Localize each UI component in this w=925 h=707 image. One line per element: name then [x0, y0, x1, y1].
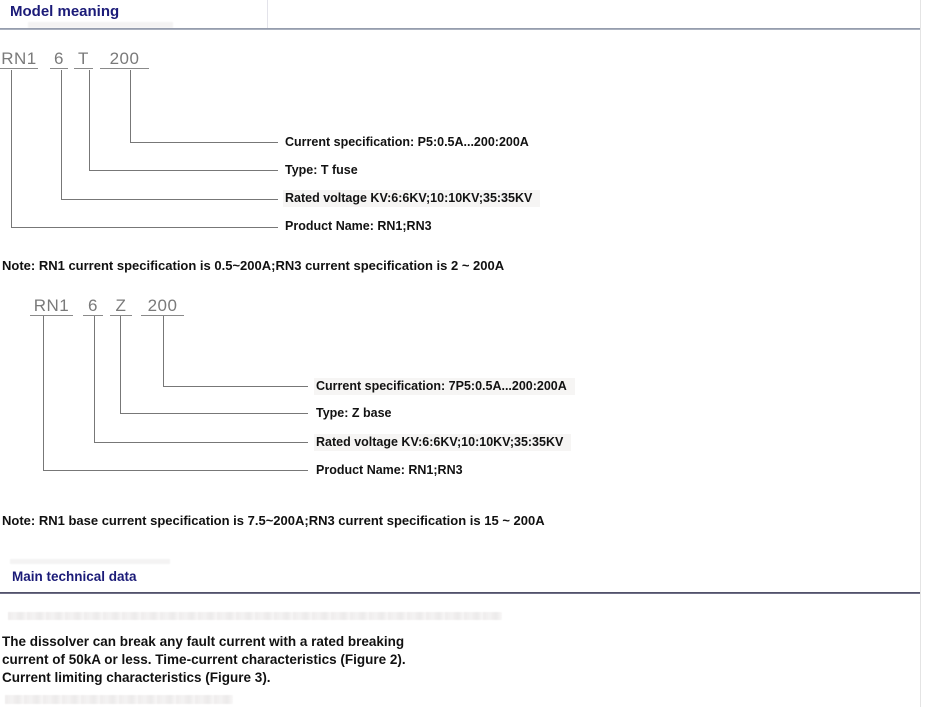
connector-line: [163, 386, 308, 387]
connector-line: [89, 170, 278, 171]
diagram-label-current-spec: Current specification: P5:0.5A...200:200A: [285, 135, 529, 149]
diagram-label-product-name: Product Name: RN1;RN3: [316, 463, 463, 477]
model-part: 200: [141, 297, 184, 316]
note-diagram-1: Note: RN1 current specification is 0.5~200A;RN3 current specification is 2 ~ 200A: [2, 258, 505, 273]
connector-line: [120, 413, 308, 414]
section-title-main-technical-data: Main technical data: [12, 569, 137, 584]
diagram-label-type: Type: Z base: [316, 406, 392, 420]
section-title-model-meaning: Model meaning: [10, 3, 120, 20]
paragraph-line: The dissolver can break any fault current with a rated breaking: [2, 634, 405, 649]
connector-line: [11, 227, 278, 228]
connector-line: [89, 70, 90, 171]
connector-line: [94, 316, 95, 443]
connector-line: [61, 70, 62, 200]
paragraph-line: Current limiting characteristics (Figure 3).: [2, 670, 271, 685]
model-part: T: [74, 50, 93, 69]
diagram-label-rated-voltage: Rated voltage KV:6:6KV;10:10KV;35:35KV: [283, 190, 540, 207]
page-right-border: [920, 0, 921, 707]
model-part: 200: [100, 50, 149, 69]
faded-text-strip: [5, 695, 233, 704]
section-divider-rule: [0, 28, 920, 30]
connector-line: [120, 316, 121, 414]
model-part: 6: [83, 297, 103, 316]
connector-line: [11, 70, 12, 228]
model-part: 6: [50, 50, 68, 69]
note-diagram-2: Note: RN1 base current specification is 7.5~200A;RN3 current specification is 15 ~ 200A: [2, 513, 545, 528]
scan-artifact-strip: [10, 559, 170, 564]
model-part: RN1: [1, 49, 37, 68]
model-part: RN1: [30, 297, 73, 316]
connector-line: [61, 199, 278, 200]
connector-line: [43, 470, 308, 471]
diagram-label-product-name: Product Name: RN1;RN3: [285, 219, 432, 233]
connector-line: [163, 316, 164, 387]
connector-line: [94, 442, 308, 443]
faded-text-strip: [8, 612, 502, 620]
paragraph-line: current of 50kA or less. Time-current characteristics (Figure 2).: [2, 652, 406, 667]
diagram-label-current-spec: Current specification: 7P5:0.5A...200:200A: [314, 378, 575, 395]
technical-paragraph: [2, 633, 406, 687]
diagram-label-type: Type: T fuse: [285, 163, 358, 177]
section-divider-rule: [0, 592, 920, 594]
model-part: Z: [110, 297, 132, 316]
connector-line: [43, 316, 44, 471]
scan-artifact-line: [267, 0, 268, 28]
connector-line: [130, 70, 131, 143]
connector-line: [130, 142, 278, 143]
diagram-label-rated-voltage: Rated voltage KV:6:6KV;10:10KV;35:35KV: [314, 434, 571, 451]
